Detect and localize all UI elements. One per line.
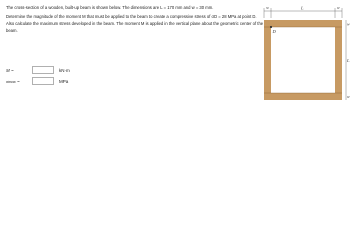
moment-unit: kN·m xyxy=(59,68,70,73)
max-stress-input[interactable] xyxy=(32,77,54,85)
point-D-marker xyxy=(270,26,272,28)
moment-label: M = xyxy=(6,68,14,73)
problem-text-task: Determine the magnitude of the moment M that must be applied to the beam to create a compressive stress of σD = 28 MPa at point D. Also calculate the maximum stress developed in the beam. The moment M is applied in the vertical plane about the geometric center of the beam. xyxy=(6,13,264,34)
label-L-right: L xyxy=(347,58,350,63)
answer-row-moment xyxy=(6,66,126,77)
label-D: D xyxy=(272,29,276,34)
moment-input[interactable] xyxy=(32,66,54,74)
label-w-right-top: w xyxy=(347,21,350,27)
label-w-right-bottom: w xyxy=(347,94,350,99)
max-stress-label: σmax = xyxy=(6,79,20,84)
problem-text-dimensions: The cross-section of a wooden, built-up beam is shown below. The dimensions are L = 170 mm and w = 30 mm. xyxy=(6,5,214,10)
beam-cross-section-figure xyxy=(254,2,350,110)
label-w-right: w xyxy=(337,5,340,10)
hollow-interior xyxy=(271,27,335,93)
max-stress-unit: MPa xyxy=(59,79,69,84)
problem-statement xyxy=(6,4,264,35)
cross-section-diagram xyxy=(254,2,350,110)
label-w-left: w xyxy=(266,5,269,10)
label-L: L xyxy=(301,5,304,11)
answer-section xyxy=(6,66,126,88)
answer-row-max-stress xyxy=(6,77,126,88)
